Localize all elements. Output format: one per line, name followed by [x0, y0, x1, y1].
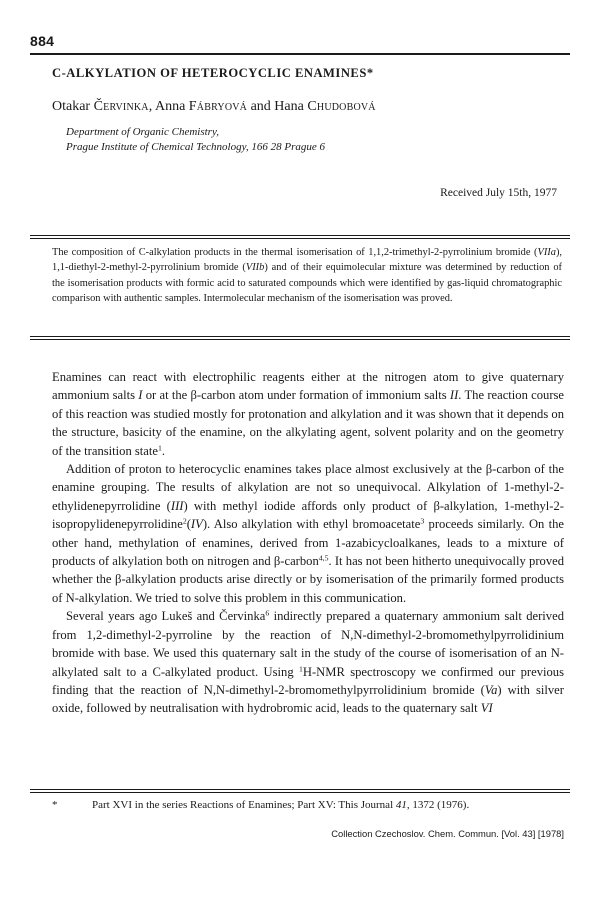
body-text: proceeds similarly. On the other hand, methylation of enamines, derived from 1-azabicycloalkanes, leads to a mixture of products of alkylation both on nitrogen and β-carbon [52, 517, 564, 569]
affiliation-line-2: Prague Institute of Chemical Technology, 166 28 Prague 6 [66, 141, 325, 153]
affiliation-line-1: Department of Organic Chemistry, [66, 126, 219, 138]
body-text: ( [186, 517, 191, 532]
volume-number: 41 [395, 799, 407, 811]
compound-label: I [138, 388, 143, 403]
author-1-family: Červinka [93, 99, 149, 114]
footnote-text: , 1372 (1976). [406, 799, 470, 811]
affiliation [66, 125, 325, 155]
author-separator-2: and Hana [247, 99, 308, 114]
footnote-mark: * [52, 799, 58, 811]
body-text: Several years ago Lukeš and Červinka [66, 609, 266, 624]
compound-label: VIIb [245, 262, 265, 274]
article-body [52, 368, 564, 718]
author-line [52, 99, 376, 115]
abstract-bottom-rule [30, 336, 570, 337]
body-text: or at the β-carbon atom under formation of immonium salts [142, 388, 450, 403]
abstract-bottom-rule-thin [30, 339, 570, 340]
abstract-text: ) and of their equimolecular mixture was determined by reduction of the isomerisation products with formic acid to saturated compounds which were identified by gas-liquid chromatographic comparison with authentic samples. Intermolecular mechanism of the isomerisation was proved. [52, 262, 562, 304]
compound-label: III [170, 498, 184, 513]
author-3-family: Chudobová [307, 99, 376, 114]
page-number: 884 [30, 33, 55, 49]
footnote-text: Part XVI in the series Reactions of Enamines; Part XV: This Journal [92, 799, 396, 811]
author-separator-1: , Anna [148, 99, 189, 114]
compound-label: Va [484, 682, 498, 697]
compound-label: VIIa [537, 247, 556, 258]
footnote-rule-thin [30, 792, 570, 793]
compound-label: II [449, 388, 459, 403]
header-rule [30, 53, 570, 55]
footnote [52, 799, 564, 811]
body-text: . [161, 443, 166, 458]
body-text: Enamines can react with electrophilic reagents either at the nitrogen atom to give quaternary ammonium salts [52, 370, 564, 403]
abstract [52, 245, 562, 306]
received-date: Received July 15th, 1977 [440, 187, 557, 199]
compound-label: IV [190, 517, 203, 532]
paragraph-1 [52, 368, 564, 460]
reference-mark: 1 [157, 443, 162, 453]
reference-mark: 6 [265, 609, 270, 618]
reference-mark: 2 [182, 516, 187, 526]
abstract-top-rule [30, 235, 570, 236]
abstract-text: The composition of C-alkylation products in the thermal isomerisation of 1,1,2-trimethyl-2-pyrrolinium bromide ( [52, 247, 538, 258]
body-text: . It has not been hitherto unequivocally proved whether the β-alkylation products arise directly or by isomerisation of the primarily formed products of N-alkylation. We tried to solve this problem in this communication. [52, 554, 564, 605]
body-text: H-NMR spectroscopy we confirmed our previous finding that the reaction of N,N-dimethyl-2-bromomethylpyrrolidinium bromide ( [52, 664, 564, 697]
body-text: ) with methyl iodide affords only product of β-alkylation, 1-methyl-2-isopropylidenepyrrolidine [52, 498, 564, 532]
abstract-top-rule-thin [30, 238, 570, 239]
reference-mark: 4,5 [318, 553, 329, 563]
body-text: Addition of proton to heterocyclic enamines takes place almost exclusively at the β-carbon of the enamine grouping. The results of alkylation are not so unequivocal. Alkylation of 1-methyl-2-ethylidenepyrrolidine ( [52, 462, 564, 513]
body-text: ) with silver oxide, followed by neutralisation with hydrobromic acid, leads to the quaternary salt [52, 682, 564, 716]
reference-mark: 3 [420, 516, 425, 526]
isotope-mark: 1 [298, 664, 303, 674]
paragraph-3 [52, 607, 564, 717]
footnote-rule [30, 789, 570, 790]
body-text: indirectly prepared a quaternary ammonium salt derived from 1,2-dimethyl-2-pyrroline by the reaction of N,N-dimethyl-2-bromomethylpyrrolidinium bromide with base. We used this quaternary salt in the study of the course of isomerisation of an N-alkylated salt to a C-alkylated product. Using [52, 609, 564, 679]
author-1-given: Otakar [52, 99, 94, 114]
compound-label: VI [480, 701, 493, 716]
journal-citation: Collection Czechoslov. Chem. Commun. [Vol. 43] [1978] [331, 828, 564, 839]
abstract-text: ), 1,1-diethyl-2-methyl-2-pyrrolinium bromide ( [52, 247, 562, 274]
body-text: . The reaction course of this reaction was studied mostly for protonation and alkylation and it was shown that it depends on the structure, basicity of the enamine, on the alkylating agent, solvent polarity and on the geometry of the transition state [52, 388, 565, 458]
paragraph-2 [52, 460, 564, 607]
article-title: C-ALKYLATION OF HETEROCYCLIC ENAMINES* [52, 66, 374, 80]
body-text: ). Also alkylation with ethyl bromoacetate [202, 517, 421, 532]
author-2-family: Fábryová [188, 99, 248, 114]
